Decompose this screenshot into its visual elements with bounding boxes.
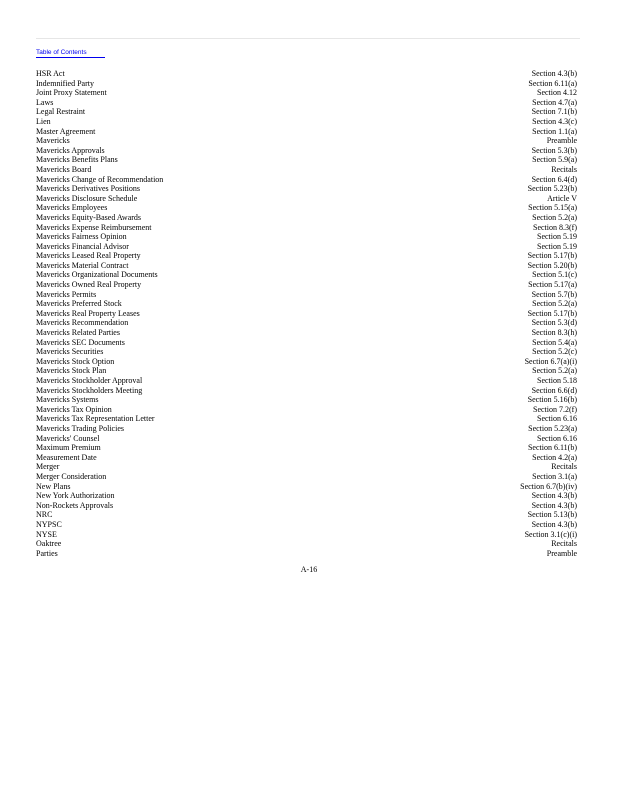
- index-row: [36, 232, 577, 242]
- index-term: Mavericks Change of Recommendation: [36, 174, 164, 184]
- index-row: [36, 424, 577, 434]
- index-row: [36, 357, 577, 367]
- index-section-reference: Section 5.23(b): [527, 184, 577, 194]
- index-term: HSR Act: [36, 69, 65, 78]
- index-term: Measurement Date: [36, 452, 97, 462]
- index-section-reference: Section 5.7(b): [531, 289, 577, 299]
- index-section-reference: Section 4.2(a): [532, 452, 577, 462]
- index-row: [36, 155, 577, 165]
- index-term: Lien: [36, 116, 51, 126]
- index-row: [36, 386, 577, 396]
- index-section-reference: Section 5.17(b): [527, 251, 577, 261]
- index-term: Mavericks Stock Plan: [36, 366, 107, 376]
- header-divider: [36, 38, 580, 39]
- index-row: [36, 318, 577, 328]
- index-term: Oaktree: [36, 539, 62, 549]
- index-section-reference: Section 5.20(b): [527, 260, 577, 270]
- index-term: Mavericks Stockholder Approval: [36, 376, 143, 385]
- index-term: Mavericks Tax Opinion: [36, 404, 112, 414]
- index-section-reference: Section 6.11(b): [527, 443, 577, 453]
- index-row: [36, 127, 577, 137]
- index-section-reference: Section 5.3(b): [531, 145, 577, 155]
- index-row: [36, 146, 577, 156]
- defined-terms-index-table: [36, 69, 577, 558]
- index-section-reference: Recitals: [551, 539, 577, 549]
- index-section-reference: Section 5.13(b): [527, 510, 577, 520]
- index-section-reference: Recitals: [551, 164, 577, 174]
- index-section-reference: Section 7.1(b): [531, 107, 577, 117]
- index-term: NYSE: [36, 529, 57, 539]
- index-row: [36, 194, 577, 204]
- index-row: [36, 539, 577, 549]
- index-row: [36, 136, 577, 146]
- index-row: [36, 510, 577, 520]
- index-row: [36, 462, 577, 472]
- index-row: [36, 405, 577, 415]
- index-section-reference: Section 5.2(a): [532, 366, 577, 376]
- index-section-reference: Section 5.1(c): [532, 270, 577, 280]
- index-term: Mavericks Securities: [36, 347, 104, 357]
- index-row: [36, 453, 577, 463]
- index-term: Mavericks Financial Advisor: [36, 241, 129, 251]
- index-section-reference: Section 5.19: [537, 232, 577, 242]
- index-section-reference: Section 5.3(d): [531, 318, 577, 328]
- index-section-reference: Preamble: [546, 136, 577, 146]
- index-section-reference: Section 5.2(a): [532, 299, 577, 309]
- index-row: [36, 242, 577, 252]
- index-term: Mavericks Fairness Opinion: [36, 232, 127, 242]
- index-row: [36, 434, 577, 444]
- index-row: [36, 338, 577, 348]
- index-term: Mavericks Equity-Based Awards: [36, 212, 142, 222]
- index-term: Mavericks Recommendation: [36, 318, 129, 328]
- index-section-reference: Section 5.17(b): [527, 308, 577, 318]
- index-term: Mavericks Tax Representation Letter: [36, 414, 155, 424]
- index-row: [36, 549, 577, 559]
- index-term: Mavericks Employees: [36, 203, 108, 213]
- index-row: [36, 347, 577, 357]
- index-row: [36, 203, 577, 213]
- index-section-reference: Section 6.16: [537, 414, 577, 424]
- index-term: Joint Proxy Statement: [36, 88, 107, 98]
- index-term: Mavericks Owned Real Property: [36, 280, 142, 290]
- index-row: [36, 414, 577, 424]
- index-term: Non-Rockets Approvals: [36, 500, 114, 510]
- index-section-reference: Article V: [547, 193, 577, 203]
- index-section-reference: Section 5.2(a): [532, 212, 577, 222]
- index-section-reference: Section 4.3(b): [531, 491, 577, 501]
- index-term: Mavericks Related Parties: [36, 328, 120, 338]
- index-term: Mavericks Leased Real Property: [36, 251, 141, 261]
- index-row: [36, 117, 577, 127]
- index-term: Parties: [36, 548, 58, 558]
- index-row: [36, 443, 577, 453]
- index-section-reference: Section 3.1(c)(i): [524, 529, 577, 539]
- index-term: Maximum Premium: [36, 443, 101, 453]
- index-section-reference: Section 6.6(d): [531, 385, 577, 395]
- page-number: A-16: [300, 565, 318, 574]
- index-term: Master Agreement: [36, 126, 96, 136]
- index-row: [36, 165, 577, 175]
- index-row: [36, 520, 577, 530]
- index-row: [36, 366, 577, 376]
- index-section-reference: Section 4.3(b): [531, 519, 577, 529]
- index-row: [36, 309, 577, 319]
- index-row: [36, 482, 577, 492]
- index-row: [36, 223, 577, 233]
- index-row: [36, 501, 577, 511]
- index-row: [36, 280, 577, 290]
- index-term: Laws: [36, 97, 54, 107]
- index-section-reference: Section 5.2(c): [532, 347, 577, 357]
- index-term: Mavericks SEC Documents: [36, 337, 125, 347]
- index-section-reference: Section 5.4(a): [532, 337, 577, 347]
- index-row: [36, 261, 577, 271]
- index-section-reference: Section 4.3(c): [532, 116, 577, 126]
- index-section-reference: Section 3.1(a): [532, 471, 577, 481]
- index-term: Mavericks Stockholders Meeting: [36, 385, 143, 395]
- index-term: NYPSC: [36, 519, 62, 529]
- index-row: [36, 69, 577, 79]
- index-term: Mavericks Material Contract: [36, 260, 129, 270]
- index-row: [36, 98, 577, 108]
- index-term: New Plans: [36, 481, 71, 491]
- index-section-reference: Section 6.7(b)(iv): [520, 481, 577, 491]
- index-term: Mavericks Stock Option: [36, 356, 115, 366]
- index-section-reference: Section 4.7(a): [532, 97, 577, 107]
- index-section-reference: Section 4.3(b): [531, 69, 577, 78]
- index-section-reference: Section 7.2(f): [533, 404, 577, 414]
- index-section-reference: Section 5.9(a): [532, 155, 577, 165]
- index-row: [36, 88, 577, 98]
- index-row: [36, 251, 577, 261]
- index-term: Mavericks Board: [36, 164, 92, 174]
- index-row: [36, 491, 577, 501]
- index-row: [36, 290, 577, 300]
- index-term: New York Authorization: [36, 491, 115, 501]
- index-section-reference: Section 8.3(f): [533, 222, 577, 232]
- index-section-reference: Section 4.12: [537, 88, 577, 98]
- index-section-reference: Section 6.11(a): [528, 78, 577, 88]
- index-section-reference: Section 6.4(d): [531, 174, 577, 184]
- index-term: Mavericks Organizational Documents: [36, 270, 158, 280]
- index-section-reference: Recitals: [551, 462, 577, 472]
- index-section-reference: Section 5.15(a): [528, 203, 577, 213]
- index-term: Mavericks' Counsel: [36, 433, 100, 443]
- index-term: Indemnified Party: [36, 78, 94, 88]
- index-row: [36, 530, 577, 540]
- index-row: [36, 270, 577, 280]
- index-term: Legal Restraint: [36, 107, 86, 117]
- index-term: Mavericks Benefits Plans: [36, 155, 118, 165]
- index-term: Mavericks Permits: [36, 289, 97, 299]
- index-term: Mavericks Trading Policies: [36, 423, 124, 433]
- index-term: Merger: [36, 462, 60, 472]
- index-section-reference: Section 6.16: [537, 433, 577, 443]
- index-row: [36, 328, 577, 338]
- index-section-reference: Section 5.23(a): [528, 423, 577, 433]
- index-section-reference: Section 6.7(a)(i): [524, 356, 577, 366]
- index-section-reference: Section 8.3(h): [531, 328, 577, 338]
- index-term: Mavericks Derivatives Positions: [36, 184, 140, 194]
- index-row: [36, 472, 577, 482]
- index-term: Mavericks Approvals: [36, 145, 105, 155]
- index-row: [36, 107, 577, 117]
- index-row: [36, 376, 577, 386]
- index-term: Mavericks: [36, 136, 70, 146]
- index-section-reference: Preamble: [546, 548, 577, 558]
- index-term: Mavericks Real Property Leases: [36, 308, 140, 318]
- index-table-body: [36, 69, 577, 558]
- index-section-reference: Section 4.3(b): [531, 500, 577, 510]
- index-row: [36, 175, 577, 185]
- index-row: [36, 184, 577, 194]
- index-term: Mavericks Expense Reimbursement: [36, 222, 152, 232]
- index-row: [36, 213, 577, 223]
- index-row: [36, 299, 577, 309]
- index-term: NRC: [36, 510, 53, 520]
- index-section-reference: Section 5.17(a): [528, 280, 577, 290]
- index-row: [36, 79, 577, 89]
- index-row: [36, 395, 577, 405]
- index-section-reference: Section 5.18: [537, 376, 577, 385]
- index-section-reference: Section 5.16(b): [527, 395, 577, 405]
- index-section-reference: Section 5.19: [537, 241, 577, 251]
- index-term: Mavericks Disclosure Schedule: [36, 193, 138, 203]
- table-of-contents-link[interactable]: Table of Contents: [36, 48, 105, 58]
- index-term: Mavericks Preferred Stock: [36, 299, 122, 309]
- index-term: Merger Consideration: [36, 471, 107, 481]
- index-section-reference: Section 1.1(a): [532, 126, 577, 136]
- index-term: Mavericks Systems: [36, 395, 99, 405]
